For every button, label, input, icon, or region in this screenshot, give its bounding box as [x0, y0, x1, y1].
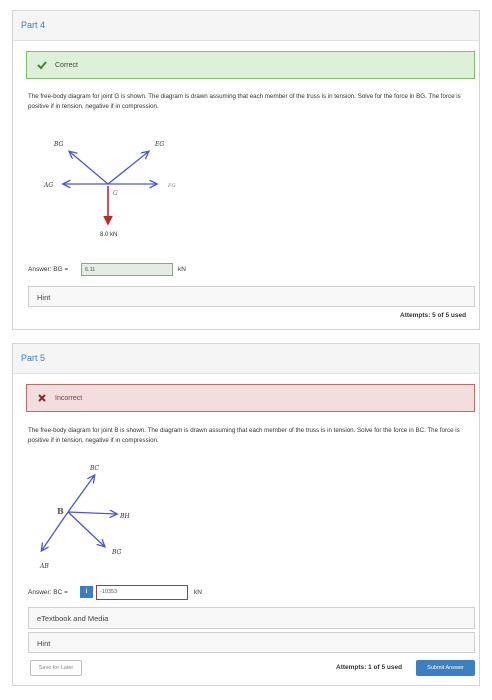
- bg-member-label: BG: [112, 549, 122, 556]
- submit-answer-button[interactable]: Submit Answer: [416, 660, 475, 676]
- bc-answer-value: -10353: [100, 589, 118, 595]
- part-4-instructions: The free-body diagram for joint G is shown. The diagram is drawn assuming that each member of the truss is in tension. Solve for the force in BG. The force is positive if in tension, negative if in compression.: [28, 93, 461, 110]
- etextbook-media-button[interactable]: [28, 607, 475, 629]
- part-4-hint-button[interactable]: [28, 286, 475, 307]
- bg-member-arrow: [68, 512, 104, 546]
- bg-label: BG: [54, 141, 64, 148]
- eg-arrow: [108, 152, 148, 184]
- bh-arrow: [68, 512, 116, 514]
- bg-answer-field[interactable]: [81, 263, 173, 276]
- joint-g-diagram: [40, 132, 200, 242]
- info-icon[interactable]: i: [80, 586, 93, 598]
- part-4-attempts: Attempts: 5 of 5 used: [400, 312, 467, 319]
- ag-label: AG: [44, 182, 54, 189]
- bc-unit-label: kN: [194, 589, 202, 596]
- joint-b-diagram: [30, 458, 160, 573]
- correct-status-text: Correct: [55, 62, 78, 69]
- check-icon: [37, 60, 47, 70]
- bg-answer-label: Answer: BG =: [28, 266, 69, 273]
- part-4-title: Part 4: [21, 20, 46, 30]
- bh-label: BH: [120, 513, 130, 520]
- part-5-instructions: The free-body diagram for joint B is shown. The diagram is drawn assuming that each member of the truss is in tension. Solve for the force in BC. The force is positive if in tension, negative if in compression.: [28, 427, 460, 444]
- correct-banner: [26, 51, 475, 79]
- part-4-header: [13, 11, 479, 41]
- bc-arrow: [68, 476, 94, 512]
- part-5-hint-label: Hint: [37, 639, 51, 648]
- ab-label: AB: [40, 563, 49, 570]
- incorrect-status-text: Incorrect: [55, 395, 83, 402]
- part-5-attempts: Attempts: 1 of 5 used: [336, 664, 403, 671]
- etextbook-media-label: eTextbook and Media: [37, 614, 109, 623]
- bc-label: BC: [90, 465, 100, 472]
- part-5-hint-button[interactable]: [28, 632, 475, 653]
- part-5-header: [13, 344, 479, 374]
- part-5-title: Part 5: [21, 353, 46, 363]
- save-for-later-button[interactable]: Save for Later: [30, 660, 82, 676]
- incorrect-banner: [26, 384, 475, 412]
- bg-arrow: [70, 152, 108, 184]
- bg-unit-label: kN: [178, 266, 186, 273]
- bc-answer-field[interactable]: [96, 585, 188, 600]
- x-mark-icon: [37, 393, 47, 403]
- eg-label: EG: [155, 141, 165, 148]
- fg-label: FG: [168, 183, 176, 189]
- joint-b-label: B: [57, 506, 64, 516]
- bc-answer-label: Answer: BC =: [28, 589, 68, 596]
- bg-answer-value: 6.11: [85, 267, 96, 273]
- joint-g-label: G: [113, 190, 118, 197]
- load-label: 8.0 kN: [100, 232, 118, 238]
- part-4-hint-label: Hint: [37, 293, 51, 302]
- ab-arrow: [42, 512, 68, 550]
